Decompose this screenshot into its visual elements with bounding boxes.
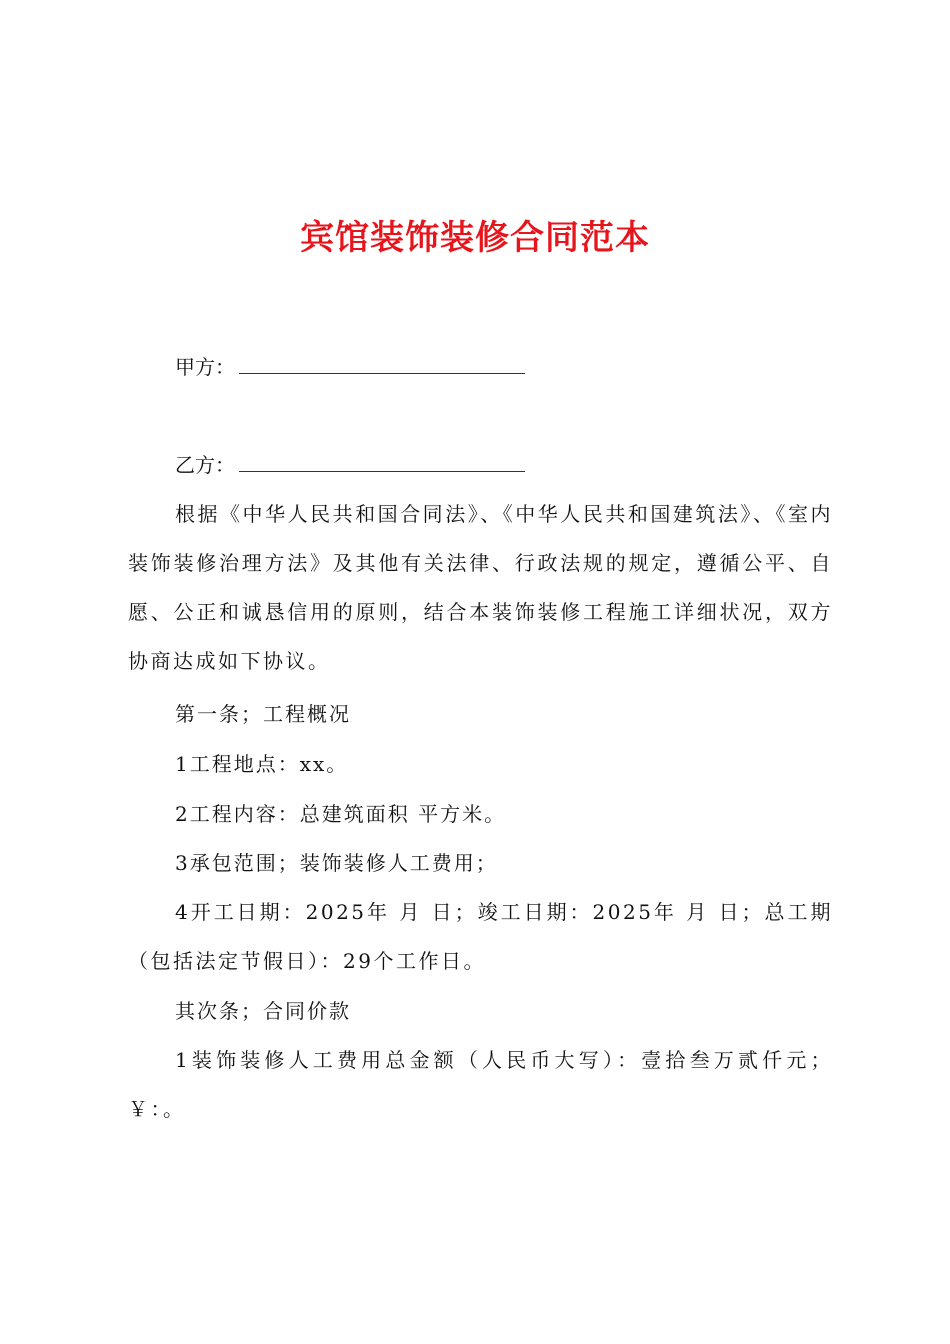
party-a-line — [175, 352, 525, 382]
party-a-label: 甲方： — [175, 355, 235, 379]
article1-item1: 1工程地点：xx。 — [175, 752, 349, 776]
party-b-line — [175, 450, 525, 480]
article2-heading: 其次条；合同价款 — [175, 999, 351, 1023]
document-title: 宾馆装饰装修合同范本 — [300, 218, 650, 258]
article1-item2: 2工程内容：总建筑面积 平方米。 — [175, 802, 507, 826]
party-b-blank — [239, 451, 525, 472]
article2-item1: 1装饰装修人工费用总金额（人民币大写）：壹拾叁万贰仟元；￥：。 — [128, 1048, 833, 1121]
article1-item4: 4开工日期：2025年 月 日；竣工日期：2025年 月 日；总工期（包括法定节假日）：29个工作日。 — [128, 900, 833, 973]
party-a-blank — [239, 353, 525, 374]
article1-heading: 第一条；工程概况 — [175, 702, 351, 726]
article1-item3: 3承包范围；装饰装修人工费用； — [175, 851, 498, 875]
intro-paragraph: 根据《中华人民共和国合同法》、《中华人民共和国建筑法》、《室内装饰装修治理方法》及其他有关法律、行政法规的规定，遵循公平、自愿、公正和诚恳信用的原则，结合本装饰装修工程施工详细状况，双方协商达成如下协议。 — [128, 502, 833, 673]
party-b-label: 乙方： — [175, 453, 235, 477]
